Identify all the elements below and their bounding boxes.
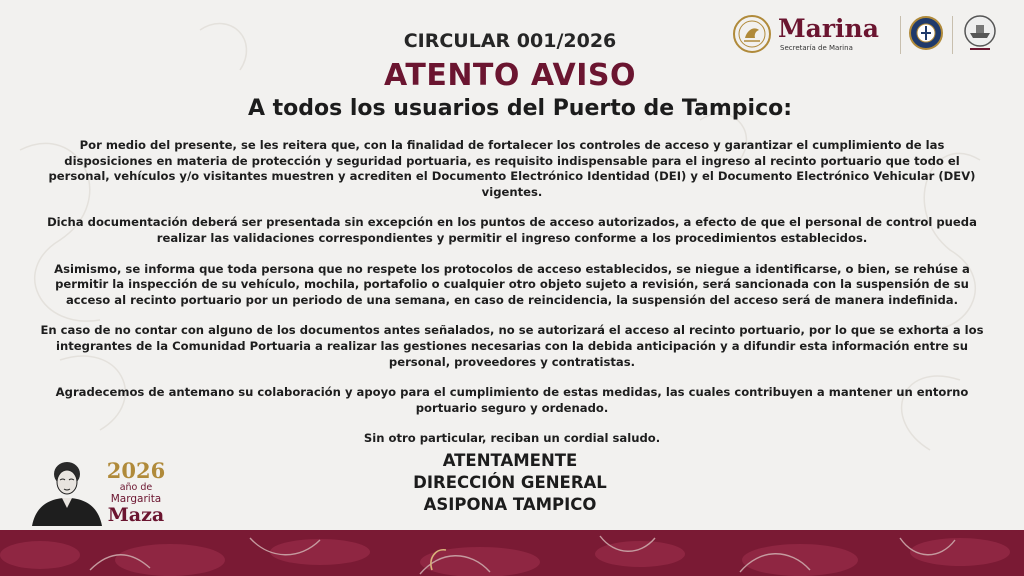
- notice-body: [36, 138, 988, 462]
- brand-subtitle: Secretaría de Marina: [780, 44, 853, 52]
- footer-ornament-band: [0, 530, 1024, 576]
- paragraph-6: Sin otro particular, reciban un cordial saludo.: [363, 431, 661, 446]
- circular-number: CIRCULAR 001/2026: [403, 30, 617, 52]
- brand-name: Marina: [778, 14, 879, 43]
- year-logo: [104, 460, 168, 525]
- paragraph-2: Dicha documentación deberá ser presentada sin excepción en los puntos de acceso autorizados, a efecto de que el personal de control pueda realizar las validaciones correspondientes y permitir el ingreso conforme a los procedimientos establecidos.: [47, 215, 977, 245]
- paragraph-3: Asimismo, se informa que toda persona que no respete los protocolos de acceso establecidos, se niegue a identificarse, o bien, se rehúse a permitir la inspección de su vehículo, mochila, portafolio o cualquier otro objeto sujeto a revisión, será sancionada con la suspensión de su acceso al recinto portuario por un periodo de una semana, en caso de reincidencia, la suspensión del acceso será de manera indefinida.: [54, 261, 970, 307]
- year-surname: Maza: [107, 504, 165, 526]
- signature-line-2: DIRECCIÓN GENERAL: [413, 473, 607, 492]
- margarita-maza-portrait-icon: [30, 458, 104, 526]
- signature-line-1: ATENTAMENTE: [442, 451, 578, 470]
- year-small-text: año de: [119, 482, 153, 493]
- paragraph-1: Por medio del presente, se les reitera que, con la finalidad de fortalecer los controles de acceso y garantizar el cumplimiento de las disposiciones en materia de protección y seguridad portuaria, es requisito indispensable para el ingreso al recinto portuario que todo el personal, vehículos y/o visitantes muestren y acrediten el Documento Electrónico Identidad (DEI) y el Documento Electrónico Vehicular (DEV) vigentes.: [48, 138, 976, 199]
- paragraph-4: En caso de no contar con alguno de los documentos antes señalados, no se autorizará el acceso al recinto portuario, por lo que se exhorta a los integrantes de la Comunidad Portuaria a realizar las gestiones necesarias con la debida anticipación y a difundir esta información entre su personal, proveedores y contratistas.: [40, 323, 984, 369]
- page-title: ATENTO AVISO: [383, 58, 637, 93]
- paragraph-5: Agradecemos de antemano su colaboración y apoyo para el cumplimiento de estas medidas, las cuales contribuyen a mantener un entorno portuario seguro y ordenado.: [55, 385, 969, 415]
- signature-line-3: ASIPONA TAMPICO: [423, 495, 597, 514]
- year-name: Margarita: [110, 493, 162, 505]
- year-number: 2026: [106, 458, 166, 483]
- page-subtitle: A todos los usuarios del Puerto de Tampico:: [247, 96, 793, 121]
